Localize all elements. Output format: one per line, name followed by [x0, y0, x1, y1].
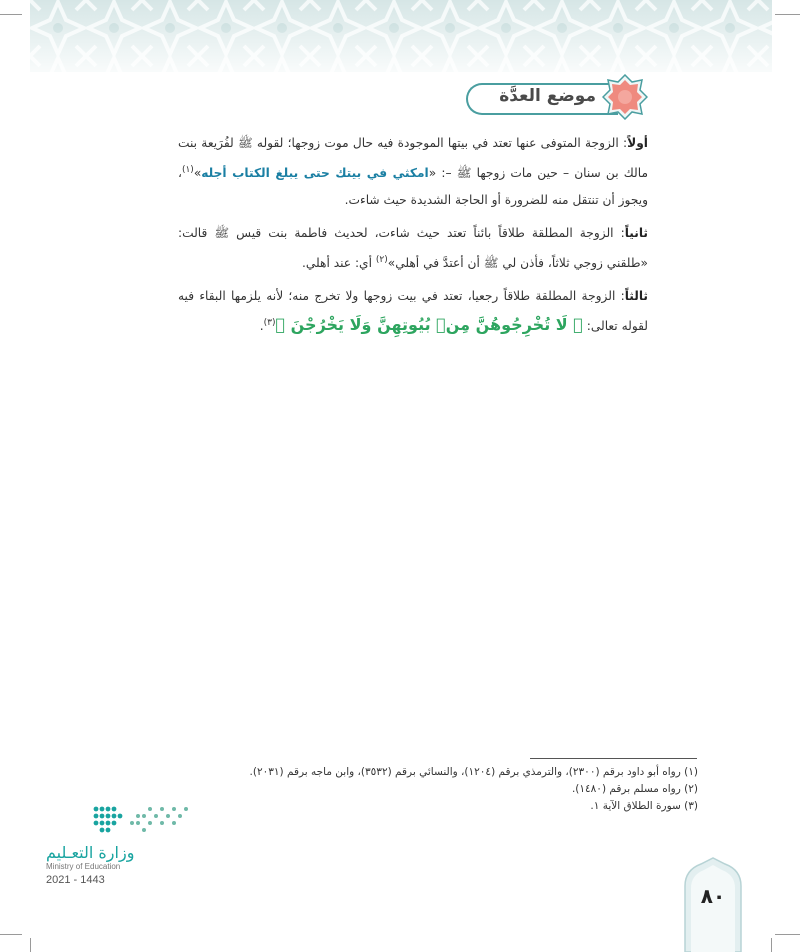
footnote-ref: (١) — [181, 165, 194, 175]
crop-mark — [771, 938, 772, 952]
header-pattern — [30, 0, 772, 72]
section-title-badge — [462, 80, 648, 114]
footnote-ref: (٢) — [375, 255, 388, 266]
quote-close: » — [193, 166, 202, 181]
crop-mark — [0, 934, 22, 935]
footnote-ref: (٣) — [263, 318, 276, 329]
footnote-item: (١) رواه أبو داود برقم (٢٣٠٠)، والترمذي برقم (١٢٠٤)، والنسائي برقم (٣٥٣٢)، وابن ماجه برقم (٢٠٣١). — [249, 766, 698, 778]
crop-mark — [30, 938, 31, 952]
crop-mark — [0, 14, 22, 15]
section-title: موضع العدَّة — [499, 86, 596, 106]
crop-mark — [775, 934, 800, 935]
logo-year: 2021 - 1443 — [46, 874, 105, 886]
paragraph-text: : الزوجة المطلقة طلاقاً بائناً تعتد حيث شاءت، لحديث فاطمة بنت قيس ﷺ قالت: «طلقني زوجي ثلاثاً، فأذن لي ﷺ أن أعتدَّ في أهلي» — [178, 226, 648, 271]
footnote-divider — [530, 758, 697, 759]
paragraph-lead: ثانياً — [624, 226, 648, 241]
paragraph-lead: أولاً — [627, 136, 648, 150]
footnote-item: (٢) رواه مسلم برقم (١٤٨٠). — [571, 783, 698, 795]
hadith-quote: امكثي في بيتك حتى يبلغ الكتاب أجله — [201, 166, 429, 181]
paragraph-text: ، ويجوز أن تنتقل منه للضرورة أو الحاجة الشديدة حيث شاءت. — [178, 166, 648, 208]
logo-english: Ministry of Education — [46, 862, 121, 871]
ministry-dots-icon — [90, 803, 190, 837]
page-number: ٨٠ — [700, 884, 726, 908]
paragraph-lead: ثالثاً — [624, 289, 648, 304]
paragraph-text: أي: عند أهلي. — [301, 256, 376, 271]
logo-arabic: وزارة التعـليم — [46, 843, 135, 862]
crop-mark — [775, 14, 800, 15]
quran-verse: ﴿ لَا تُخْرِجُوهُنَّ مِنۢ بُيُوتِهِنَّ وَلَا يَخْرُجْنَ ﴾ — [275, 315, 583, 335]
paragraph-text: : الزوجة المتوفى عنها تعتد في بيتها الموجودة فيه حال موت زوجها؛ لقوله ﷺ لفُرَيعة بنت مالك بن سنان – حين مات زوجها ﷺ –: « — [178, 136, 648, 181]
paragraph-text: . — [259, 319, 264, 334]
paragraph-second — [178, 220, 648, 277]
footnotes — [178, 764, 698, 815]
paragraph-text: : الزوجة المطلقة طلاقاً رجعيا، تعتد في بيت زوجها ولا تخرج منه؛ لأنه يلزمها البقاء فيه لقوله تعالى: — [178, 289, 648, 334]
paragraph-third — [178, 283, 648, 340]
paragraph-first — [178, 130, 648, 214]
footnote-item: (٣) سورة الطلاق الآية ١. — [590, 800, 698, 812]
octagon-star-icon — [602, 74, 648, 120]
ministry-logo — [46, 803, 196, 893]
main-content — [178, 130, 648, 346]
